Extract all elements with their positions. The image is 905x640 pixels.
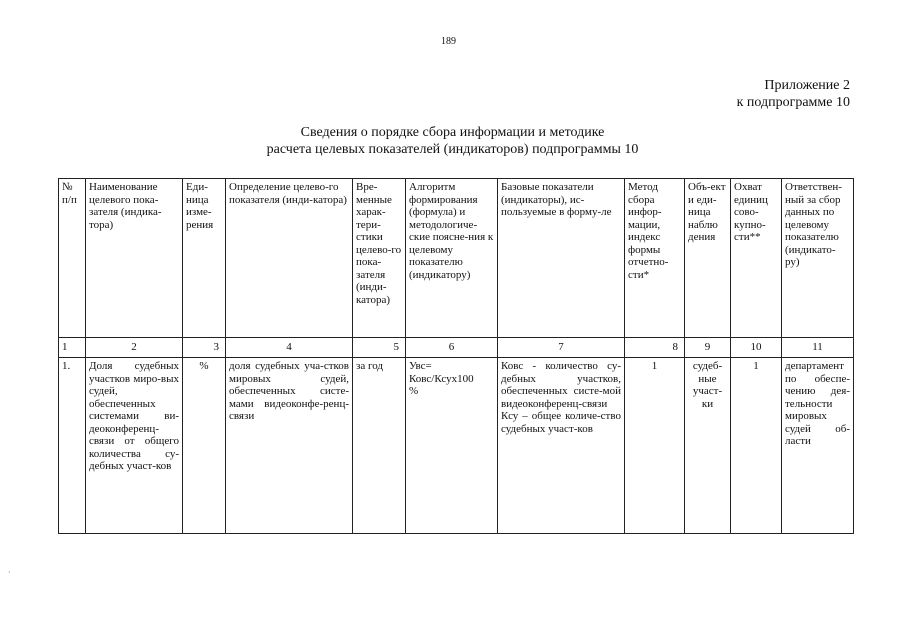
- header-cell: Определение целево-го показателя (инди-катора): [226, 179, 353, 338]
- column-number: 7: [498, 338, 625, 358]
- appendix-label: [737, 77, 850, 111]
- time-characteristic: за год: [353, 358, 406, 534]
- formula-line: Увс=: [409, 360, 432, 372]
- table-row: [59, 358, 854, 534]
- column-number: 9: [685, 338, 731, 358]
- column-number: 2: [86, 338, 183, 358]
- header-cell: Охват единиц сово-купно-сти**: [731, 179, 782, 338]
- base-indicators: [498, 358, 625, 534]
- column-number: 4: [226, 338, 353, 358]
- column-number: 6: [406, 338, 498, 358]
- column-number: 11: [782, 338, 854, 358]
- observation-object: судеб-ные участ-ки: [685, 358, 731, 534]
- title-line-1: Сведения о порядке сбора информации и методике: [300, 125, 605, 140]
- header-cell: Наименование целевого пока-зателя (индика-тора): [86, 179, 183, 338]
- coverage: 1: [731, 358, 782, 534]
- responsible-party: департамент по обеспе-чению дея-тельности мировых судей об-ласти: [782, 358, 854, 534]
- document-title: [0, 124, 905, 158]
- algorithm-formula: [406, 358, 498, 534]
- column-number: 8: [625, 338, 685, 358]
- appendix-line-2: к подпрограмме 10: [736, 95, 850, 110]
- column-number-row: [59, 338, 854, 358]
- title-line-2: расчета целевых показателей (индикаторов) подпрограммы 10: [266, 142, 639, 157]
- formula-line: %: [409, 385, 419, 397]
- appendix-line-1: Приложение 2: [764, 78, 850, 93]
- scan-mark: ·: [8, 568, 11, 577]
- column-number: 10: [731, 338, 782, 358]
- header-cell: Базовые показатели (индикаторы), ис-пользуемые в форму-ле: [498, 179, 625, 338]
- header-cell: Ответствен-ный за сбор данных по целевому показателю (индикато-ру): [782, 179, 854, 338]
- header-cell: Объ-ект и еди-ница наблю дения: [685, 179, 731, 338]
- base-indicator-item: Ковс - количество су-дебных участков, обеспеченных систе-мой видеоконференц-связи: [501, 360, 621, 410]
- column-number: 3: [183, 338, 226, 358]
- base-indicator-item: Ксу – общее количе-ство судебных участ-ков: [501, 410, 621, 435]
- formula-line: Ковс/Ксух100: [409, 372, 474, 385]
- indicator-definition: доля судебных уча-стков мировых судей, обеспеченных систе-мами видеоконфе-ренц-связи: [226, 358, 353, 534]
- header-cell: Еди-ница изме-рения: [183, 179, 226, 338]
- header-cell: № п/п: [59, 179, 86, 338]
- header-cell: Вре-менные харак-тери-стики целево-го пока-зателя (инди-катора): [353, 179, 406, 338]
- page-number: 189: [441, 36, 456, 47]
- column-number: 1: [59, 338, 86, 358]
- collection-method: 1: [625, 358, 685, 534]
- header-cell: Метод сбора инфор-мации, индекс формы отчетно-сти*: [625, 179, 685, 338]
- table-header-row: [59, 179, 854, 338]
- indicator-name: Доля судебных участков миро-вых судей, обеспеченных системами ви-деоконференц-связи от общего количества су-дебных участ-ков: [86, 358, 183, 534]
- row-number: 1.: [59, 358, 86, 534]
- header-cell: Алгоритм формирования (формула) и методологиче-ские поясне-ния к целевому показателю (индикатору): [406, 179, 498, 338]
- column-number: 5: [353, 338, 406, 358]
- indicator-unit: %: [183, 358, 226, 534]
- indicators-table: [58, 178, 854, 534]
